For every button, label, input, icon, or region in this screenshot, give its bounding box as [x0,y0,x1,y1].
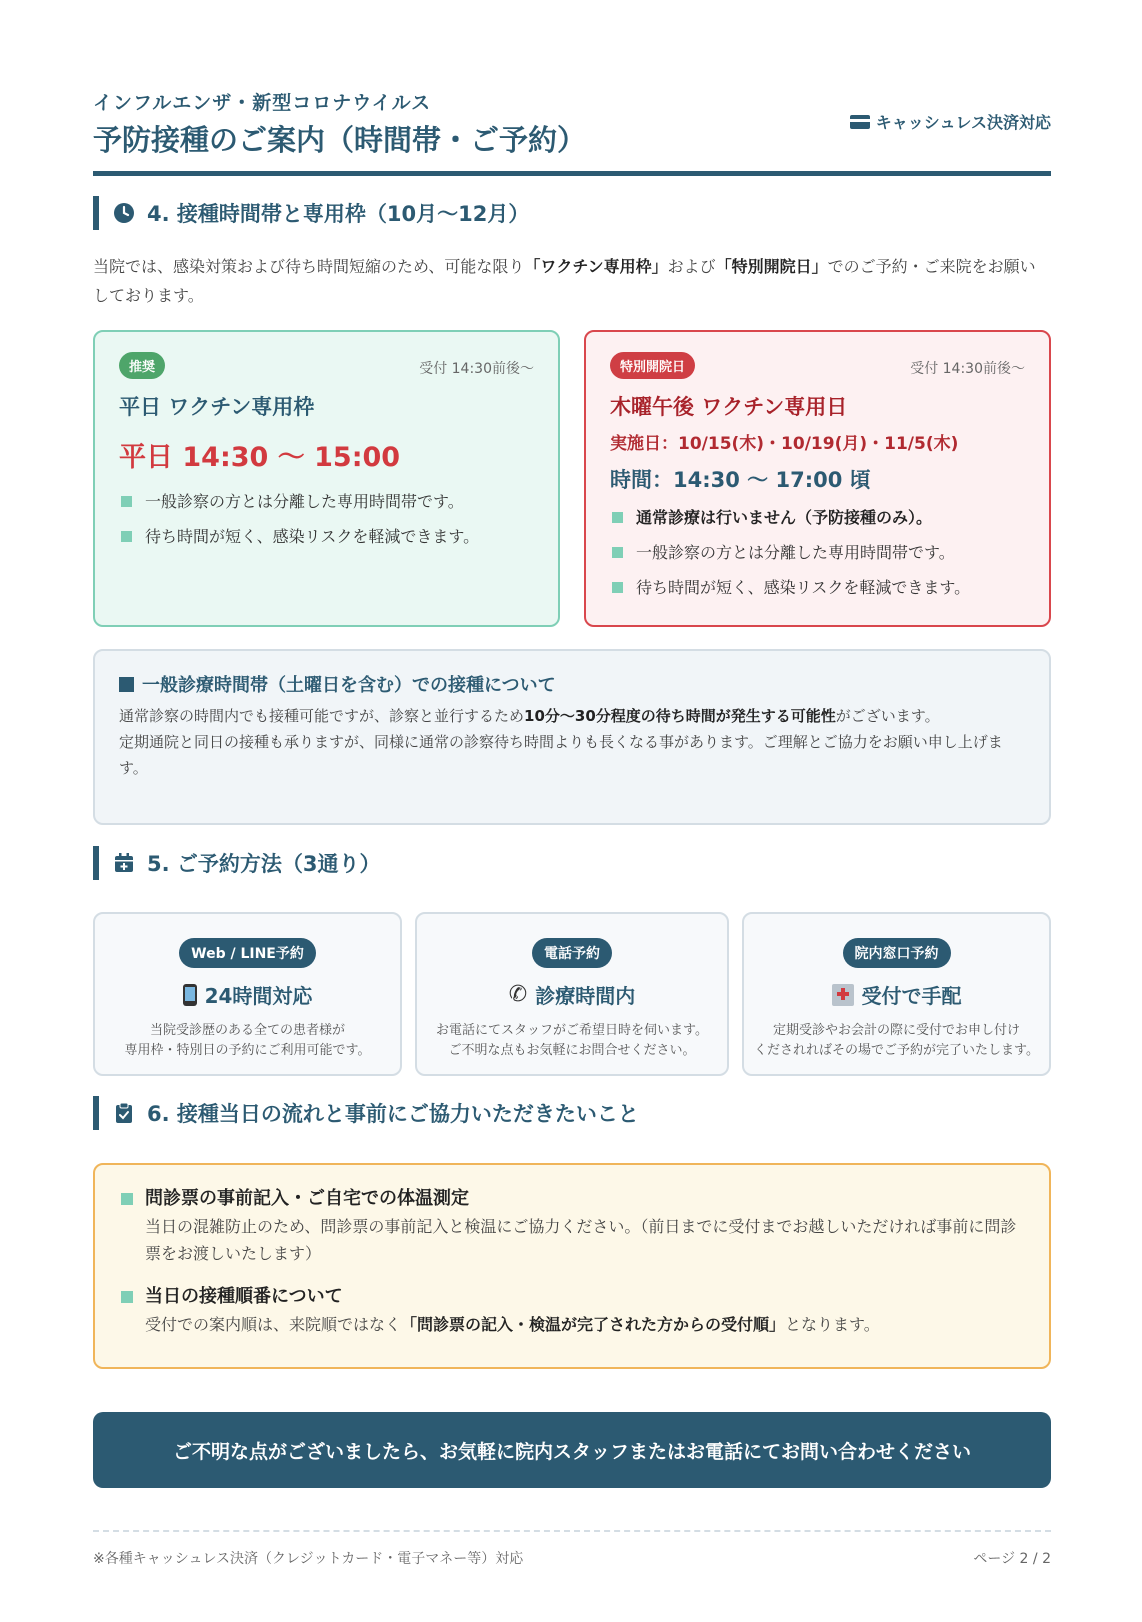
calendar-plus-icon [113,852,135,874]
reservation-badge: Web / LINE予約 [179,938,316,968]
general-text: がございます。 [835,707,940,725]
page [93,0,1051,1622]
weekday-bullets [119,484,534,554]
general-text: 定期通院と同日の接種も承りますが、同様に通常の診察待ち時間よりも長くなる事があります。ご理解とご協力をお願い申し上げます。 [119,733,1003,777]
general-hours-title [119,671,1025,697]
special-day-dates: 実施日：10/15(木)・10/19(月)・11/5(木) [610,434,959,454]
weekday-slot-time: 平日 14:30 〜 15:00 [119,442,401,473]
flow-text: となります。 [785,1315,880,1334]
reservation-heading-text: 診療時間内 [535,984,636,1008]
reservation-text [744,1021,1049,1061]
reservation-counter-card [742,912,1051,1076]
reservation-heading-text: 24時間対応 [204,984,313,1008]
page-number: ページ 2 / 2 [973,1551,1051,1567]
reservation-line: 定期受診やお会計の際に受付でお申し付け [772,1023,1020,1038]
recommended-badge: 推奨 [119,352,165,379]
section-4-title: 4. 接種時間帯と専用枠（10月〜12月） [147,202,530,226]
clock-icon [113,202,135,224]
special-day-time: 時間：14:30 〜 17:00 頃 [610,468,871,492]
section-6-heading [93,1096,639,1130]
general-text: 通常診察の時間内でも接種可能ですが、診察と並行するため [119,707,525,725]
reservation-line: 専用枠・特別日の予約にご利用可能です。 [124,1043,371,1058]
intro-text: でのご予約・ご来院をお願いしております。 [93,257,1036,305]
day-flow-box [93,1163,1051,1369]
section-4-intro [93,252,1051,310]
reservation-line: 当院受診歴のある全ての患者様が [149,1023,345,1038]
reservation-web-card [93,912,402,1076]
cashless-text: キャッシュレス決済対応 [875,113,1051,132]
clipboard-check-icon [113,1102,135,1124]
general-hours-box [93,649,1051,825]
section-5-heading [93,846,381,880]
intro-emphasis: 「ワクチン専用枠」 [524,257,668,276]
reservation-badge: 電話予約 [532,938,612,968]
reception-note: 受付 14:30前後〜 [419,361,534,377]
special-day-bullets [610,500,1025,605]
flow-item-title: 問診票の事前記入・ご自宅での体温測定 [145,1188,469,1209]
reservation-badge: 院内窓口予約 [843,938,951,968]
reservation-heading [417,980,727,1009]
footer-note: ※各種キャッシュレス決済（クレジットカード・電子マネー等）対応 [93,1551,524,1567]
special-day-badge: 特別開院日 [610,352,695,379]
list-item: 一般診察の方とは分離した専用時間帯です。 [119,484,534,519]
intro-text: および [667,257,716,276]
reservation-text [417,1021,727,1061]
general-emphasis: 10分〜30分程度の待ち時間が発生する可能性 [524,707,836,725]
hospital-icon [832,984,854,1006]
reservation-heading [744,980,1049,1009]
flow-item-text: 当日の混雑防止のため、問診票の事前記入と検温にご協力ください。（前日までに受付までお越しいただければ事前に問診票をお渡しいたします） [145,1217,1017,1263]
page-title: 予防接種のご案内（時間帯・ご予約） [93,123,587,157]
list-item [119,1283,1025,1338]
reception-note: 受付 14:30前後〜 [910,361,1025,377]
credit-card-icon [850,115,870,129]
general-hours-title-text: 一般診療時間帯（土曜日を含む）での接種について [142,675,556,696]
reservation-line: ご不明な点もお気軽にお問合せください。 [448,1043,696,1058]
list-item: 待ち時間が短く、感染リスクを軽減できます。 [119,519,534,554]
weekday-slot-heading: 平日 ワクチン専用枠 [119,395,315,419]
cashless-label [850,110,1051,133]
page-footer [93,1530,1051,1568]
section-4-heading [93,196,529,230]
flow-item-text [145,1311,1025,1338]
special-day-heading: 木曜午後 ワクチン専用日 [610,395,848,419]
section-5-title: 5. ご予約方法（3通り） [147,852,381,876]
reservation-line: くだされればその場でご予約が完了いたします。 [754,1043,1039,1058]
page-subtitle: インフルエンザ・新型コロナウイルス [93,92,432,114]
list-item: 待ち時間が短く、感染リスクを軽減できます。 [610,570,1025,605]
reservation-heading-text: 受付で手配 [861,984,962,1008]
square-icon [119,677,134,692]
page-header [93,88,1051,176]
telephone-icon: ✆ [508,981,528,1007]
contact-banner: ご不明な点がございましたら、お気軽に院内スタッフまたはお電話にてお問い合わせください [93,1412,1051,1488]
list-item: 一般診察の方とは分離した専用時間帯です。 [610,535,1025,570]
special-day-card [584,330,1051,627]
reservation-line: お電話にてスタッフがご希望日時を伺います。 [436,1023,708,1038]
list-item: 通常診療は行いません（予防接種のみ）。 [610,500,1025,535]
general-hours-text [119,703,1025,781]
flow-item-title: 当日の接種順番について [145,1286,343,1307]
flow-emphasis: 「問診票の記入・検温が完了された方からの受付順」 [401,1315,786,1334]
weekday-slot-card [93,330,560,627]
intro-text: 当院では、感染対策および待ち時間短縮のため、可能な限り [93,257,525,276]
smartphone-icon [183,984,197,1006]
section-6-title: 6. 接種当日の流れと事前にご協力いただきたいこと [147,1102,639,1126]
reservation-phone-card [415,912,729,1076]
intro-emphasis: 「特別開院日」 [715,257,828,276]
reservation-heading [95,980,400,1009]
list-item [119,1185,1025,1267]
flow-text: 受付での案内順は、来院順ではなく [145,1315,402,1334]
reservation-text [95,1021,400,1061]
